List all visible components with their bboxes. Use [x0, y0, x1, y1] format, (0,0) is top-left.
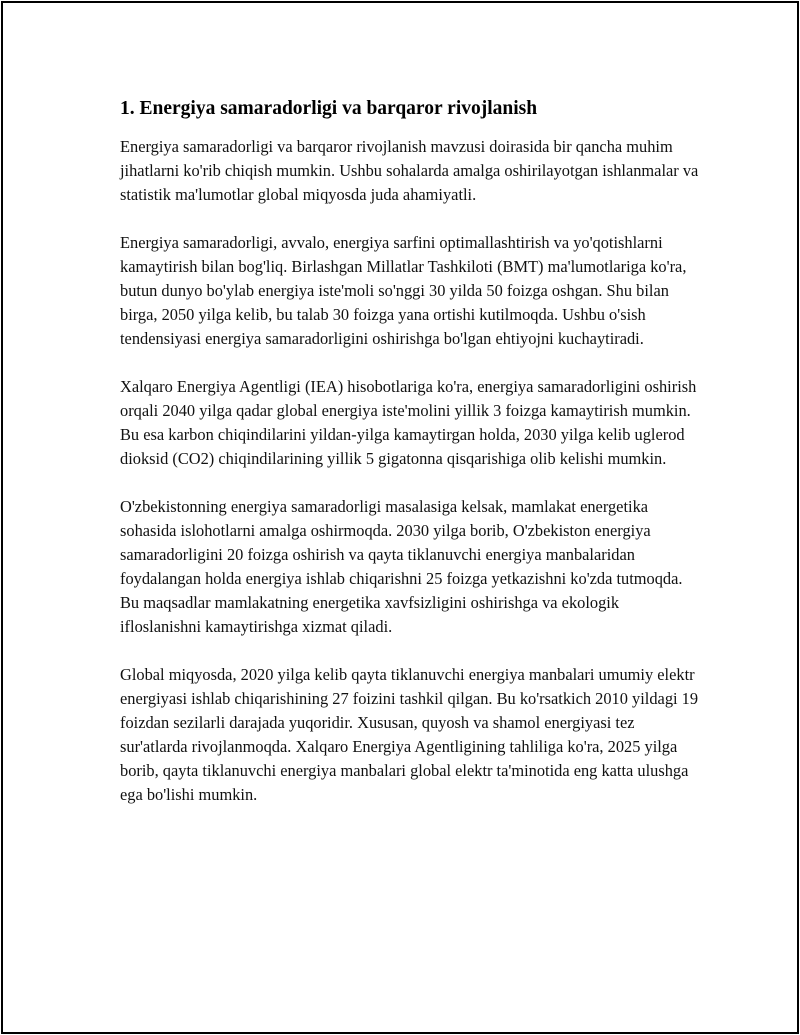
document-page — [1, 1, 799, 1034]
document-content — [120, 96, 700, 831]
paragraph-global-renewables: Global miqyosda, 2020 yilga kelib qayta tiklanuvchi energiya manbalari umumiy elektr energiyasi ishlab chiqarishining 27 foizini tashkil qilgan. Bu ko'rsatkich 2010 yildagi 19 foizdan sezilarli darajada yuqoridir. Xususan, quyosh va shamol energiyasi tez sur'atlarda rivojlanmoqda. Xalqaro Energiya Agentligining tahliliga ko'ra, 2025 yilga borib, qayta tiklanuvchi energiya manbalari global elektr ta'minotida eng katta ulushga ega bo'lishi mumkin. — [120, 665, 699, 804]
paragraph-energy-consumption: Energiya samaradorligi, avvalo, energiya sarfini optimallashtirish va yo'qotishlarni kamaytirish bilan bog'liq. Birlashgan Millatlar Tashkiloti (BMT) ma'lumotlariga ko'ra, butun dunyo bo'ylab energiya iste'moli so'nggi 30 yilda 50 foizga oshgan. Shu bilan birga, 2050 yilga kelib, bu talab 30 foizga yana ortishi kutilmoqda. Ushbu o'sish tendensiyasi energiya samaradorligini oshirishga bo'lgan ehtiyojni kuchaytiradi. — [120, 233, 687, 348]
section-title: 1. Energiya samaradorligi va barqaror rivojlanish — [120, 98, 538, 119]
paragraph-intro: Energiya samaradorligi va barqaror rivojlanish mavzusi doirasida bir qancha muhim jihatlarni ko'rib chiqish mumkin. Ushbu sohalarda amalga oshirilayotgan ishlanmalar va statistik ma'lumotlar global miqyosda juda ahamiyatli. — [120, 137, 699, 204]
paragraph-iea-report: Xalqaro Energiya Agentligi (IEA) hisobotlariga ko'ra, energiya samaradorligini oshirish orqali 2040 yilga qadar global energiya iste'molini yillik 3 foizga kamaytirish mumkin. Bu esa karbon chiqindilarini yildan-yilga kamaytirgan holda, 2030 yilga kelib uglerod dioksid (CO2) chiqindilarining yillik 5 gigatonna qisqarishiga olib kelishi mumkin. — [120, 377, 697, 468]
paragraph-uzbekistan: O'zbekistonning energiya samaradorligi masalasiga kelsak, mamlakat energetika sohasida islohotlarni amalga oshirmoqda. 2030 yilga borib, O'zbekiston energiya samaradorligini 20 foizga oshirish va qayta tiklanuvchi energiya manbalaridan foydalangan holda energiya ishlab chiqarishni 25 foizga yetkazishni ko'zda tutmoqda. Bu maqsadlar mamlakatning energetika xavfsizligini oshirishga va ekologik ifloslanishni kamaytirishga xizmat qiladi. — [120, 497, 683, 636]
